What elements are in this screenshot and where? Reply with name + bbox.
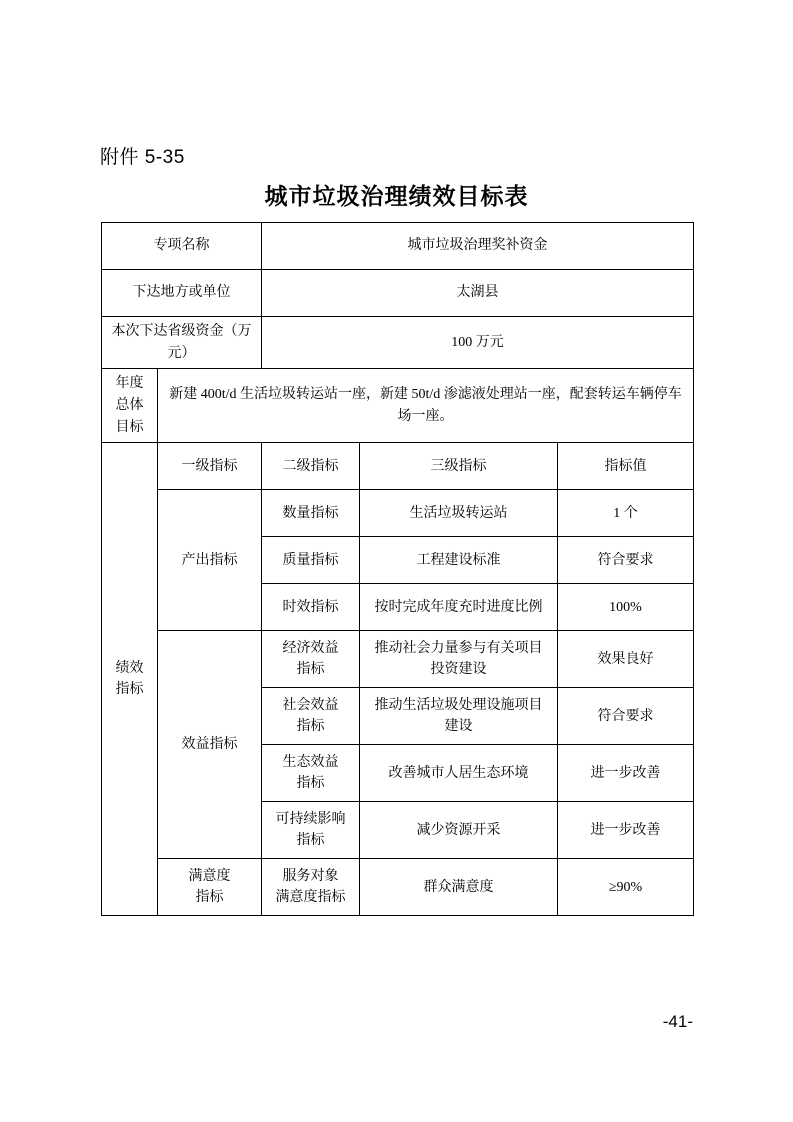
page-title: 城市垃圾治理绩效目标表 bbox=[264, 184, 529, 209]
level2-line2: 满意度指标 bbox=[275, 890, 346, 906]
level3-line2: 投资建设 bbox=[430, 662, 487, 678]
page-number: -41- bbox=[662, 1012, 693, 1031]
indicator-value: 符合要求 bbox=[558, 537, 694, 584]
special-fund-name-value: 城市垃圾治理奖补资金 bbox=[262, 223, 694, 270]
indicator-value: 进一步改善 bbox=[558, 802, 694, 859]
table-row bbox=[102, 223, 694, 270]
provincial-fund-value: 100 万元 bbox=[262, 317, 694, 369]
level2-line1: 可持续影响 bbox=[275, 811, 346, 827]
column-header-value: 指标值 bbox=[558, 443, 694, 490]
level2-indicator bbox=[262, 631, 360, 688]
level1-line1: 满意度 bbox=[188, 868, 231, 884]
annual-goal-label-line1: 年度 bbox=[115, 376, 144, 392]
level2-indicator: 时效指标 bbox=[262, 584, 360, 631]
level3-line1: 推动生活垃圾处理设施项目 bbox=[374, 697, 543, 713]
level3-indicator: 减少资源开采 bbox=[360, 802, 558, 859]
level3-indicator bbox=[360, 688, 558, 745]
level2-line1: 社会效益 bbox=[282, 697, 339, 713]
annual-goal-label-line3: 目标 bbox=[115, 419, 144, 435]
recipient-unit-value: 太湖县 bbox=[262, 270, 694, 317]
indicator-value: 进一步改善 bbox=[558, 745, 694, 802]
indicator-value: 效果良好 bbox=[558, 631, 694, 688]
indicator-value: 符合要求 bbox=[558, 688, 694, 745]
level2-line2: 指标 bbox=[296, 833, 325, 849]
level2-line1: 生态效益 bbox=[282, 754, 339, 770]
indicator-value: ≥90% bbox=[558, 859, 694, 916]
column-header-level1: 一级指标 bbox=[158, 443, 262, 490]
performance-label-line2: 指标 bbox=[115, 682, 144, 698]
table-header-row bbox=[102, 443, 694, 490]
level2-indicator: 质量指标 bbox=[262, 537, 360, 584]
table-row bbox=[102, 490, 694, 537]
level2-line2: 指标 bbox=[296, 662, 325, 678]
performance-indicator-label bbox=[102, 443, 158, 916]
level1-line2: 指标 bbox=[195, 890, 224, 906]
level3-line2: 建设 bbox=[444, 719, 473, 735]
annual-goal-text: 新建 400t/d 生活垃圾转运站一座，新建 50t/d 渗滤液处理站一座，配套转运车辆停车场一座。 bbox=[158, 369, 694, 443]
table-row bbox=[102, 631, 694, 688]
level3-indicator: 按时完成年度充时进度比例 bbox=[360, 584, 558, 631]
provincial-fund-label: 本次下达省级资金（万元） bbox=[102, 317, 262, 369]
level2-indicator bbox=[262, 745, 360, 802]
attachment-label: 附件 5-35 bbox=[100, 147, 185, 168]
level3-indicator: 群众满意度 bbox=[360, 859, 558, 916]
level2-indicator: 数量指标 bbox=[262, 490, 360, 537]
annual-goal-label-line2: 总体 bbox=[115, 398, 144, 414]
group-label-output: 产出指标 bbox=[158, 490, 262, 631]
level2-line1: 经济效益 bbox=[282, 640, 339, 656]
column-header-level3: 三级指标 bbox=[360, 443, 558, 490]
level2-indicator bbox=[262, 802, 360, 859]
level3-indicator bbox=[360, 631, 558, 688]
level2-line1: 服务对象 bbox=[282, 868, 339, 884]
table-row bbox=[102, 270, 694, 317]
level2-line2: 指标 bbox=[296, 719, 325, 735]
recipient-unit-label: 下达地方或单位 bbox=[102, 270, 262, 317]
group-label-benefit: 效益指标 bbox=[158, 631, 262, 859]
table-row bbox=[102, 859, 694, 916]
performance-goal-table bbox=[101, 222, 694, 916]
table-row bbox=[102, 369, 694, 443]
performance-label-line1: 绩效 bbox=[115, 660, 144, 676]
indicator-value: 100% bbox=[558, 584, 694, 631]
level2-indicator bbox=[262, 859, 360, 916]
group-label-satisfaction bbox=[158, 859, 262, 916]
special-fund-name-label: 专项名称 bbox=[102, 223, 262, 270]
level3-line1: 推动社会力量参与有关项目 bbox=[374, 640, 543, 656]
level2-line2: 指标 bbox=[296, 776, 325, 792]
level2-indicator bbox=[262, 688, 360, 745]
table-row bbox=[102, 317, 694, 369]
level3-indicator: 改善城市人居生态环境 bbox=[360, 745, 558, 802]
annual-goal-label bbox=[102, 369, 158, 443]
indicator-value: 1 个 bbox=[558, 490, 694, 537]
level3-indicator: 生活垃圾转运站 bbox=[360, 490, 558, 537]
level3-indicator: 工程建设标准 bbox=[360, 537, 558, 584]
column-header-level2: 二级指标 bbox=[262, 443, 360, 490]
